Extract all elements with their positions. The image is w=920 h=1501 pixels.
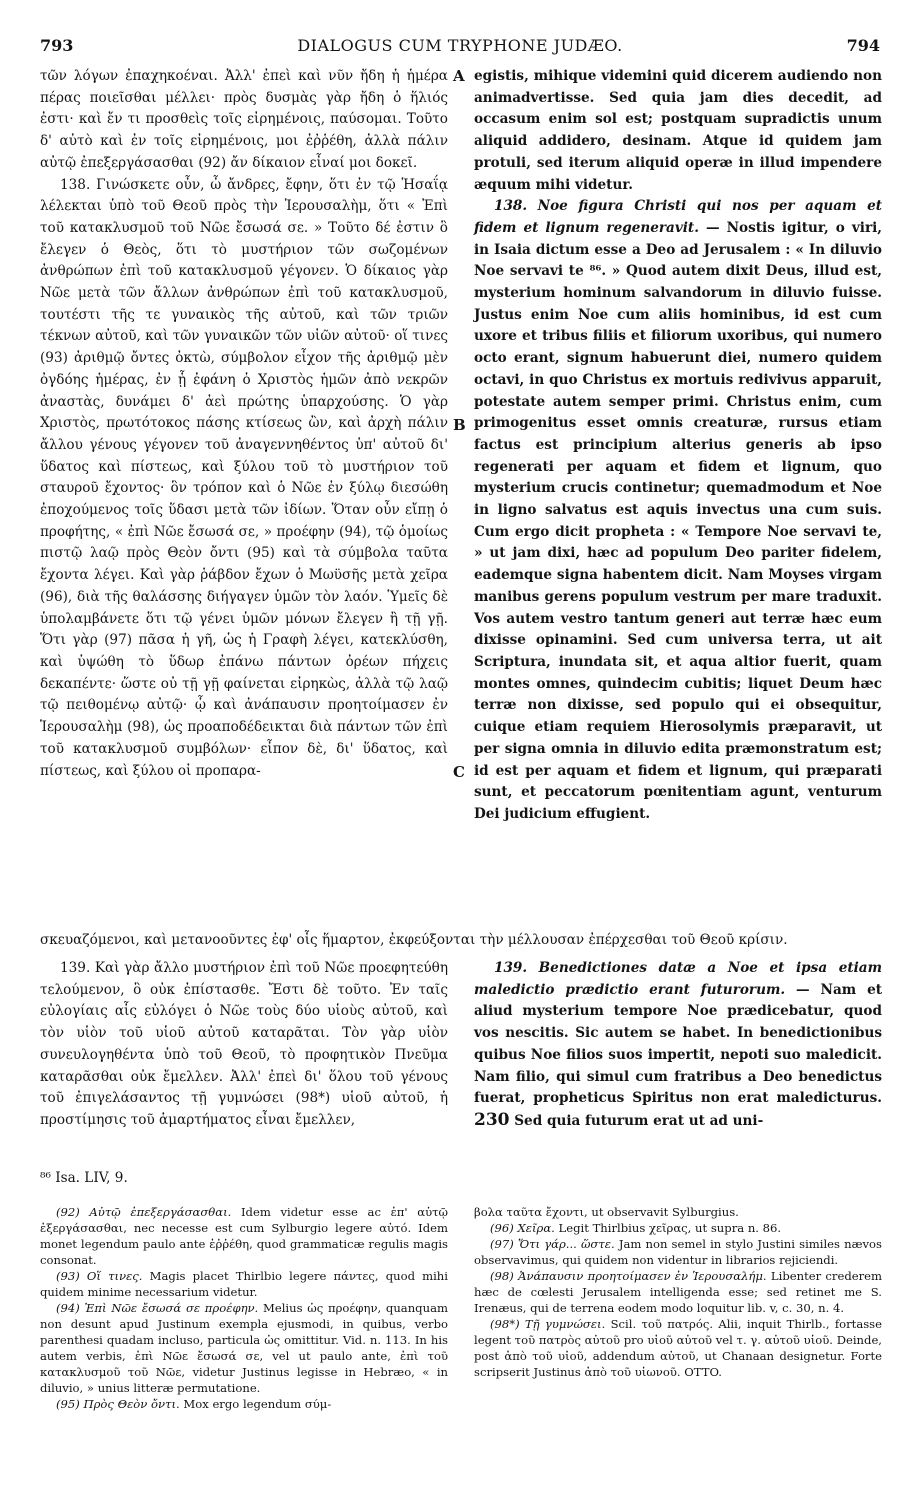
note-text: Jam non semel in stylo Justini similes nævos observavimus, qui quidem non videntur in librarios rejiciendi. (474, 1237, 882, 1267)
note (474, 1268, 882, 1316)
note (474, 1204, 882, 1220)
note-lemma: (97) Ὅτι γάρ... ὥστε. (490, 1237, 615, 1251)
section-heading: 138. Noe figura Christi qui nos per aquam et fidem et lignum regeneravit. (474, 198, 882, 236)
latin-paragraph (474, 196, 882, 825)
greek-column (40, 66, 448, 782)
note-text: Scil. τοῦ πατρός. Alii, inquit Thirlb., fortasse legent τοῦ πατρὸς αὐτοῦ pro υἱοῦ αὐτοῦ vel τ. γ. αὐτοῦ υἱοῦ. Deinde, post ἀπὸ τοῦ υἱοῦ, addendum αὐτοῦ, ut Chanaan designetur. Forte scripserit Justinus ἀπὸ τοῦ υἱωνοῦ. OTTO. (474, 1317, 882, 1379)
note-text: βολα ταῦτα ἔχοντι, ut observavit Sylburgius. (474, 1205, 739, 1219)
note (40, 1268, 448, 1300)
note (474, 1316, 882, 1380)
note-lemma: (94) Ἐπὶ Νῶε ἔσωσά σε προέφην. (56, 1301, 259, 1315)
latin-text: — Nostis igitur, o viri, in Isaia dictum esse a Deo ad Jerusalem : « In diluvio Noe servavi te ⁸⁶. » Quod autem dixit Deus, illud est, mysterium hominum salvandorum in diluvio fuisse. Justus enim Noe cum aliis hominibus, id est cum uxore et tribus filiis et filiorum uxoribus, qui numero octo erant, signum habuerunt diei, numero quidem octavi, in quo Christus ex mortuis redivivus apparuit, potestate autem semper primi. Christus enim, cum primogenitus esset omnis creaturæ, rursus etiam factus est principium alterius generis ab ipso regenerati per aquam et fidem et lignum, quo mysterium crucis continetur; quemadmodum et Noe in ligno salvatus est aquis invectus una cum suis. Cum ergo dicit propheta : « Tempore Noe servavi te, » ut jam dixi, hæc ad populum Deo pariter fidelem, eademque signa habentem dicit. Nam Moyses virgam manibus gerens populum vestrum per mare traduxit. Vos autem vestro tantum generi aut terræ hæc eum dixisse opinamini. Sed cum universa terra, ut ait Scriptura, inundata sit, et aqua altior fuerit, quam montes omnes, quindecim cubitis; liquet Deum hæc terræ non dixisse, sed populo qui ei obsequitur, cuique etiam requiem Hierosolymis præparavit, ut per signa omnia in diluvio edita præmonstratum est; id est per aquam et fidem et lignum, qui præparati sunt, et peccatorum pœnitentiam agunt, venturum Dei judicium effugient. (474, 219, 883, 822)
note-text: Magis placet Thirlbio legere πάντες, quod mihi quidem minime necessarium videtur. (40, 1269, 448, 1299)
latin-column (474, 66, 882, 826)
note-text: Mox ergo legendum σύμ- (183, 1397, 332, 1411)
note (474, 1220, 882, 1236)
latin-column-lower (474, 958, 882, 1133)
note-text: Libenter crederem hæc de cœlesti Jerusalem intelligenda esse; sed retinet me S. Irenæus, qui de terrena eodem modo loquitur lib. v, c. 30, n. 4. (474, 1269, 882, 1315)
page-number-right: 794 (846, 36, 880, 55)
latin-text: — Nam et aliud mysterium tempore Noe prædicebatur, quod vos nescitis. Sic autem se habet. In benedictionibus quibus Noe filios suos impertit, nepoti suo maledicit. Nam filio, qui simul cum fratribus a Deo benedictus fuerat, propheticus Spiritus non erat maledicturus. (474, 981, 883, 1107)
note-lemma: (92) Αὐτῷ ἐπεξεργάσασθαι. (56, 1205, 232, 1219)
column-number: 230 (474, 1109, 510, 1130)
notes-left (40, 1204, 448, 1412)
page-number-left: 793 (40, 36, 74, 55)
latin-text: Sed quia futurum erat ut ad uni- (514, 1112, 764, 1129)
running-header (40, 36, 880, 60)
note-lemma: (96) Χεῖρα. (490, 1221, 555, 1235)
note-lemma: (98*) Τῇ γυμνώσει. (490, 1317, 606, 1331)
greek-column-lower (40, 958, 448, 1132)
greek-paragraph: 139. Καὶ γὰρ ἄλλο μυστήριον ἐπὶ τοῦ Νῶε προεφητεύθη τελούμενον, ὃ οὐκ ἐπίστασθε. Ἔστι δὲ τοῦτο. Ἐν ταῖς εὐλογίαις αἷς εὐλόγει ὁ Νῶε τοὺς δύο υἱοὺς αὐτοῦ, καὶ τὸν υἱὸν τοῦ υἱοῦ αὐτοῦ καταρᾶται. Τὸν γὰρ υἱὸν συνευλογηθέντα ὑπὸ τοῦ Θεοῦ, τὸ προφητικὸν Πνεῦμα καταρᾶσθαι οὐκ ἔμελλεν. Ἀλλ' ἐπεὶ δι' ὅλου τοῦ γένους τοῦ ἐπιγελάσαντος τῇ γυμνώσει (98*) υἱοῦ αὐτοῦ, ἡ προστίμησις τοῦ ἁμαρτήματος εἶναι ἔμελλεν, (40, 960, 448, 1128)
note-lemma: (93) Οἵ τινες. (56, 1269, 143, 1283)
note (40, 1396, 448, 1412)
note (40, 1300, 448, 1396)
margin-letter-a: A (453, 67, 465, 85)
latin-paragraph (474, 958, 882, 1133)
note-lemma: (95) Πρὸς Θεὸν ὄντι. (56, 1397, 180, 1411)
section-heading: 139. Benedictiones datæ a Noe et ipsa etiam maledictio prædictio erant futurorum. (474, 960, 882, 998)
greek-paragraph: 138. Γινώσκετε οὖν, ὦ ἄνδρες, ἔφην, ὅτι ἐν τῷ Ἡσαΐᾳ λέλεκται ὑπὸ τοῦ Θεοῦ πρὸς τὴν Ἱερουσαλὴμ, ὅτι « Ἐπὶ τοῦ κατακλυσμοῦ τοῦ Νῶε ἔσωσά σε. » Τοῦτο δέ ἐστιν ὃ ἔλεγεν ὁ Θεὸς, ὅτι τὸ μυστήριον τῶν σωζομένων ἀνθρώπων ἐπὶ τοῦ κατακλυσμοῦ γέγονεν. Ὁ δίκαιος γὰρ Νῶε μετὰ τῶν ἄλλων ἀνθρώπων ἐπὶ τοῦ κατακλυσμοῦ, τουτέστι τῆς τε γυναικὸς τῆς αὐτοῦ, καὶ τῶν τριῶν τέκνων αὐτοῦ, καὶ τῶν γυναικῶν τῶν υἱῶν αὐτοῦ· οἵ τινες (93) ἀριθμῷ ὄντες ὀκτὼ, σύμβολον εἶχον τῆς ἀριθμῷ μὲν ὀγδόης ἡμέρας, ἐν ᾗ ἐφάνη ὁ Χριστὸς ἡμῶν ἀπὸ νεκρῶν ἀναστὰς, δυνάμει δ' ἀεὶ πρώτης ὑπαρχούσης. Ὁ γὰρ Χριστὸς, πρωτότοκος πάσης κτίσεως ὢν, καὶ ἀρχὴ πάλιν ἄλλου γένους γέγονεν τοῦ ἀναγεννηθέντος ὑπ' αὐτοῦ δι' ὕδατος καὶ πίστεως, καὶ ξύλου τοῦ τὸ μυστήριον τοῦ σταυροῦ ἔχοντος· ὃν τρόπον καὶ ὁ Νῶε ἐν ξύλῳ διεσώθη ἐποχούμενος τοῖς ὕδασι μετὰ τῶν ἰδίων. Ὅταν οὖν εἴπῃ ὁ προφήτης, « ἐπὶ Νῶε ἔσωσά σε, » προέφην (94), τῷ ὁμοίως πιστῷ λαῷ πρὸς Θεὸν ὄντι (95) καὶ τὰ σύμβολα ταῦτα ἔχοντα λέγει. Καὶ γὰρ ῥάβδον ἔχων ὁ Μωϋσῆς μετὰ χεῖρα (96), διὰ τῆς θαλάσσης διήγαγεν ὑμῶν τὸν λαόν. Ὑμεῖς δὲ ὑπολαμβάνετε ὅτι τῷ γένει ὑμῶν μόνων ἔλεγεν ἢ τῇ γῇ. Ὅτι γὰρ (97) πᾶσα ἡ γῆ, ὡς ἡ Γραφὴ λέγει, κατεκλύσθη, καὶ ὑψώθη τὸ ὕδωρ ἐπάνω πάντων ὀρέων πήχεις δεκαπέντε· ὥστε οὐ τῇ γῇ φαίνεται εἰρηκὼς, ἀλλὰ τῷ λαῷ τῷ πειθομένῳ αὐτῷ· ᾧ καὶ ἀνάπαυσιν προητοίμασεν ἐν Ἱερουσαλὴμ (98), ὡς προαποδέδεικται διὰ πάντων τῶν ἐπὶ τοῦ κατακλυσμοῦ συμβόλων· εἶπον δὲ, δι' ὕδατος, καὶ πίστεως, καὶ ξύλου οἱ προπαρα- (40, 176, 448, 779)
note-lemma: (98) Ἀνάπαυσιν προητοίμασεν ἐν Ἱερουσαλήμ. (490, 1269, 767, 1283)
note (474, 1236, 882, 1268)
note-text: Legit Thirlbius χεῖρας, ut supra n. 86. (558, 1221, 782, 1235)
note (40, 1204, 448, 1268)
note-text: Melius ὡς προέφην, quanquam non desunt apud Justinum exempla ejusmodi, in quibus, verbo parenthesi quadam incluso, particula ὡς omittitur. Vid. n. 113. In his autem verbis, ἐπὶ Νῶε ἔσωσά σε, vel ut paulo ante, ἐπὶ τοῦ κατακλυσμοῦ τοῦ Νῶε, videtur Justinus legisse in Hebræo, « in diluvio, » unius litteræ permutatione. (40, 1301, 448, 1395)
latin-paragraph: egistis, mihique videmini quid dicerem audiendo non animadvertisse. Sed quia jam dies decedit, ad occasum enim sol est; postquam supradictis unum aliquid addidero, desinam. Atque id quidem jam protuli, sed iterum aliquid operæ in illud impendere æquum mihi videtur. (474, 68, 882, 193)
running-title: DIALOGUS CUM TRYPHONE JUDÆO. (297, 36, 623, 55)
margin-letter-b: B (453, 416, 466, 434)
greek-paragraph: τῶν λόγων ἐπαχηκοέναι. Ἀλλ' ἐπεὶ καὶ νῦν ἤδη ἡ ἡμέρα πέρας ποιεῖσθαι μέλλει· πρὸς δυσμὰς γὰρ ἤδη ὁ ἥλιός ἐστι· καὶ ἔν τι προσθεὶς τοῖς εἰρημένοις, παύσομαι. Τοῦτο δ' αὐτὸ καὶ ἐν τοῖς εἰρημένοις, μοι ἐῤῥέθη, ἀλλὰ πάλιν αὐτῷ ἐπεξεργάσασθαι (92) ἄν δίκαιον εἶναί μοι δοκεῖ. (40, 68, 448, 171)
note-text: Idem videtur esse ac ἐπ' αὐτῷ ἐξεργάσασθαι, nec necesse est cum Sylburgio legere αὐτό. Idem monet legendum paulo ante ἐῤῥέθη, quod grammaticæ regulis magis consonat. (40, 1205, 449, 1267)
scripture-footnote: ⁸⁶ Isa. LIV, 9. (40, 1170, 128, 1186)
greek-spanning-line: σκευαζόμενοι, καὶ μετανοοῦντες ἐφ' οἷς ἥμαρτον, ἐκφεύξονται τὴν μέλλουσαν ἐπέρχεσθαι τοῦ Θεοῦ κρίσιν. (40, 932, 788, 948)
margin-letter-c: C (453, 763, 465, 781)
notes-right (474, 1204, 882, 1380)
